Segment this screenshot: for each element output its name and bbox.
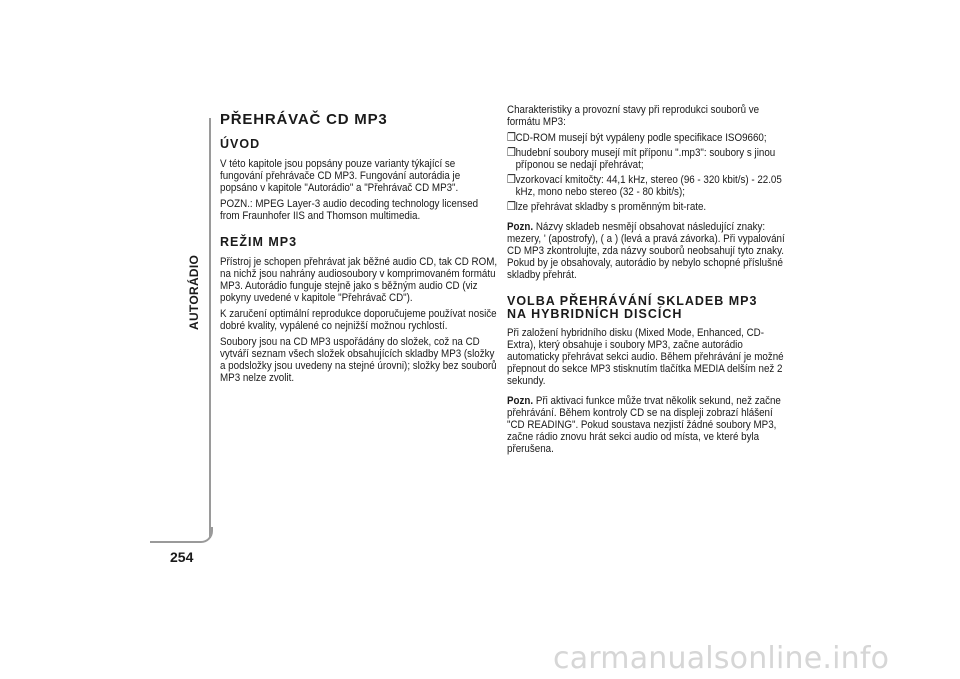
list-item: ❒ CD-ROM musejí být vypáleny podle specifikace ISO9660; <box>507 132 767 144</box>
heading-rezim-mp3: REŽIM MP3 <box>220 235 298 249</box>
section-label: AUTORÁDIO <box>187 254 201 330</box>
margin-line <box>209 118 211 538</box>
checkbox-bullet-icon: ❒ <box>507 174 516 186</box>
note-label: Pozn. <box>507 221 534 233</box>
list-item: ❒ vzorkovací kmitočty: 44,1 kHz, stereo (96 - 320 kbit/s) - 22.05 kHz, mono nebo stereo (32 - 80 kbit/s); <box>507 174 782 198</box>
checkbox-bullet-icon: ❒ <box>507 201 516 213</box>
checkbox-bullet-icon: ❒ <box>507 132 516 144</box>
left-column <box>220 111 498 388</box>
heading-uvod: ÚVOD <box>220 137 261 151</box>
paragraph-intro: Charakteristiky a provozní stavy při reprodukci souborů ve formátu MP3: <box>507 104 760 128</box>
note-paragraph: Pozn. Při aktivaci funkce může trvat několik sekund, než začne přehrávání. Během kontroly CD se na displeji zobrazí hlášení "CD READING". Pokud soustava nezjistí žádné soubory MP3, začne rádio znovu hrát sekci audio od místa, ve které byla přerušena. <box>507 395 781 455</box>
margin-line-curve <box>150 527 213 543</box>
paragraph: Přístroj je schopen přehrávat jak běžné audio CD, tak CD ROM, na nichž jsou nahrány audiosoubory v komprimovaném formátu MP3. Autorádio funguje stejně jako s běžným audio CD (viz pokyny uvedené v kapitole "Přehrávač CD"). <box>220 256 498 304</box>
paragraph: K zaručení optimální reprodukce doporučujeme používat nosiče dobré kvality, vypálené co nejnižší možnou rychlostí. <box>220 308 497 332</box>
list-item: ❒ hudební soubory musejí mít příponu ".mp3": soubory s jinou příponou se nedají přehrávat; <box>507 147 776 171</box>
watermark: carmanualsonline.info <box>553 641 890 676</box>
right-column <box>507 104 789 459</box>
paragraph: V této kapitole jsou popsány pouze varianty týkající se fungování přehrávače CD MP3. Fungování autorádia je popsáno v kapitole "Autorádio" a "Přehrávač CD MP3". <box>220 158 461 194</box>
list-item: ❒ lze přehrávat skladby s proměnným bit-rate. <box>507 201 707 213</box>
paragraph: POZN.: MPEG Layer-3 audio decoding technology licensed from Fraunhofer IIS and Thomson multimedia. <box>220 198 479 222</box>
note-label: Pozn. <box>507 395 534 407</box>
heading-volba: VOLBA PŘEHRÁVÁNÍ SKLADEB MP3 NA HYBRIDNÍCH DISCÍCH <box>507 294 758 321</box>
page-title: PŘEHRÁVAČ CD MP3 <box>220 111 388 128</box>
paragraph: Při založení hybridního disku (Mixed Mode, Enhanced, CD-Extra), který obsahuje i soubory MP3, začne autorádio automaticky přehrávat sekci audio. Během přehrávání je možné přepnout do sekce MP3 stisknutím tlačítka MEDIA delším než 2 sekundy. <box>507 327 784 387</box>
note-paragraph: Pozn. Názvy skladeb nesmějí obsahovat následující znaky: mezery, ' (apostrofy), ( a ) (levá a pravá závorka). Při vypalování CD MP3 zkontrolujte, zda názvy souborů neobsahují tyto znaky. Pokud by je obsahovaly, autorádio by nebylo schopné příslušné skladby přehrát. <box>507 221 785 281</box>
checkbox-bullet-icon: ❒ <box>507 147 516 159</box>
page-number: 254 <box>170 549 194 565</box>
paragraph: Soubory jsou na CD MP3 uspořádány do složek, což na CD vytváří seznam všech složek obsahujících skladby MP3 (složky a podsložky jsou uvedeny na stejné úrovni); složky bez souborů MP3 nelze zvolit. <box>220 336 497 384</box>
